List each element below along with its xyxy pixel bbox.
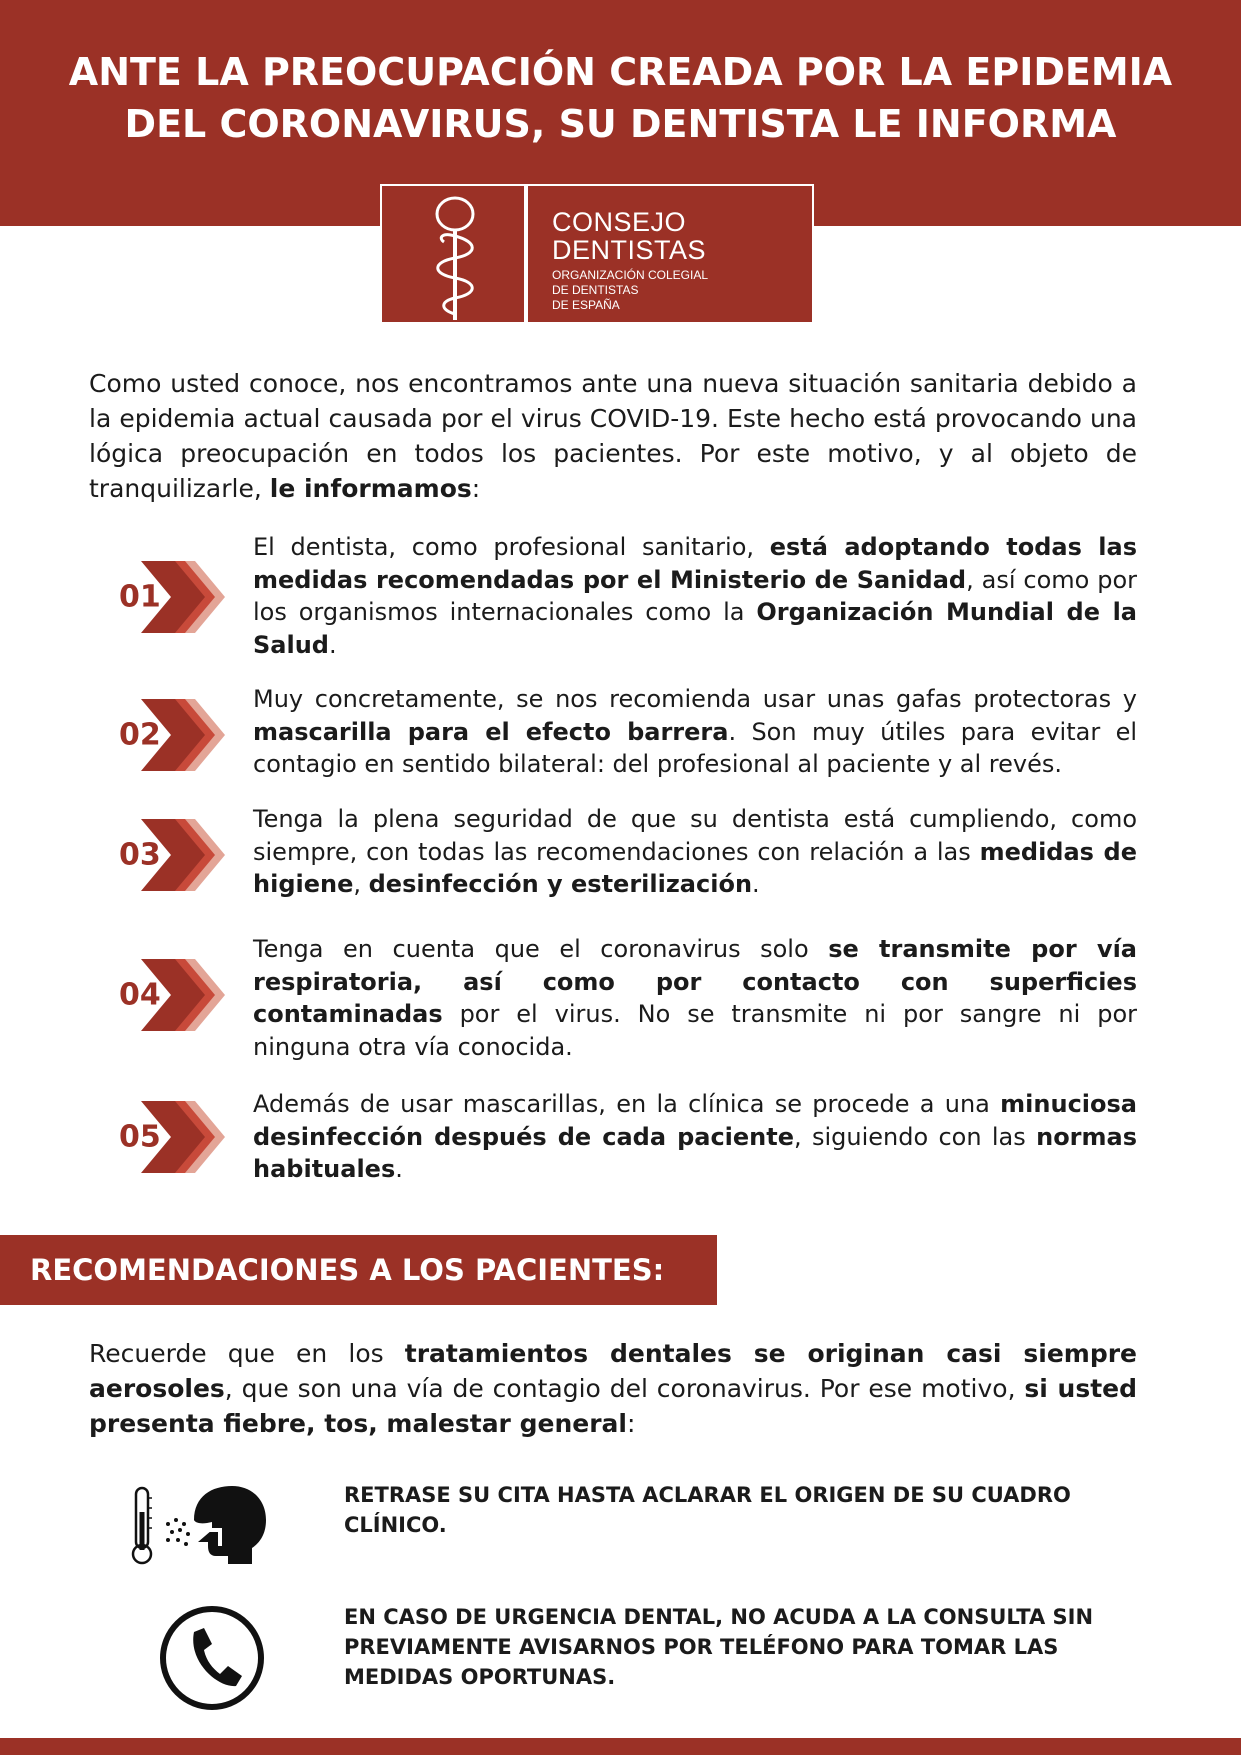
page-title-line2: DEL CORONAVIRUS, SU DENTISTA LE INFORMA (124, 102, 1117, 146)
thermometer-cough-icon (128, 1484, 268, 1566)
item-text-run: Tenga en cuenta que el coronavirus solo (253, 935, 829, 963)
item-text-run: , así como por los organismos internacionales como la (253, 565, 1137, 626)
item-text-bold: mascarilla para el efecto barrera (253, 717, 729, 746)
item-number: 05 (119, 1119, 161, 1155)
item-text-run: , (353, 870, 369, 898)
intro-end: : (471, 474, 481, 503)
item-marker (115, 817, 225, 893)
item-text-run: . (328, 630, 337, 659)
item-text-bold: normas habituales (253, 1122, 1138, 1183)
item-text (253, 1088, 1137, 1186)
item-text-bold: desinfección y esterilización (368, 870, 753, 898)
item-text-run: . (395, 1155, 403, 1183)
recommendations-intro-bold: tratamientos dentales se originan casi siempre aerosoles (89, 1339, 1137, 1403)
item-text-run: Además de usar mascarillas, en la clínica se procede a una (253, 1090, 1001, 1118)
footer-band (0, 1738, 1241, 1755)
logo-subtitle (552, 268, 708, 313)
item-text (253, 933, 1137, 1063)
item-text-run: Tenga la plena seguridad de que su dentista está cumpliendo, como siempre, con todas las recomendaciones con relación a las (253, 805, 1137, 866)
page-title (0, 46, 1241, 150)
logo-name-line2: DENTISTAS (552, 235, 707, 265)
intro-text: Como usted conoce, nos encontramos ante una nueva situación sanitaria debido a la epidemia actual causada por el virus COVID-19. Este hecho está provocando una lógica preocupación en todos los pacientes. Por este motivo, y al objeto de tranquilizarle, (89, 369, 1137, 503)
logo-sub-line2: DE DENTISTAS (552, 283, 639, 297)
logo-text (552, 208, 708, 313)
recommendations-intro-run: Recuerde que en los (89, 1339, 405, 1368)
logo-divider (524, 186, 528, 322)
item-text-bold: minuciosa desinfección después de cada paciente (253, 1090, 1137, 1151)
recommendations-intro-run: , que son una vía de contagio del coronavirus. Por ese motivo, (224, 1374, 1025, 1403)
item-marker (115, 957, 225, 1033)
item-number: 03 (119, 837, 161, 873)
item-text-run: El dentista, como profesional sanitario, (253, 533, 770, 561)
page-title-line1: ANTE LA PREOCUPACIÓN CREADA POR LA EPIDEMIA (68, 50, 1173, 94)
recommendations-intro-bold: si usted presenta fiebre, tos, malestar general (89, 1374, 1138, 1438)
delay-appointment-text: RETRASE SU CITA HASTA ACLARAR EL ORIGEN DE SU CUADRO CLÍNICO. (344, 1483, 1071, 1537)
item-text-run: Muy concretamente, se nos recomienda usar unas gafas protectoras y (253, 685, 1137, 713)
item-marker (115, 559, 225, 635)
logo-sub-line1: ORGANIZACIÓN COLEGIAL (552, 268, 709, 282)
item-number: 02 (119, 717, 161, 753)
item-text (253, 683, 1137, 781)
item-text-bold: Organización Mundial de la Salud (253, 598, 1137, 659)
recommendations-title: RECOMENDACIONES A LOS PACIENTES: (30, 1253, 665, 1287)
item-text-run: , siguiendo con las (794, 1122, 1037, 1151)
item-text-bold: medidas de higiene (253, 837, 1137, 898)
logo-sub-line3: DE ESPAÑA (552, 298, 620, 312)
item-number: 04 (119, 977, 161, 1013)
item-text (253, 803, 1137, 901)
item-marker (115, 1099, 225, 1175)
consejo-dentistas-logo (380, 184, 814, 324)
emergency-call-text: EN CASO DE URGENCIA DENTAL, NO ACUDA A LA CONSULTA SIN PREVIAMENTE AVISARNOS POR TELÉFONO PARA TOMAR LAS MEDIDAS OPORTUNAS. (344, 1605, 1094, 1689)
intro-paragraph (89, 366, 1137, 506)
recommendations-band (0, 1235, 717, 1305)
item-text-bold: está adoptando todas las medidas recomendadas por el Ministerio de Sanidad (253, 533, 1137, 594)
intro-bold: le informamos (269, 474, 472, 503)
recommendations-intro-run: : (626, 1409, 636, 1438)
item-text-bold: se transmite por vía respiratoria, así como por contacto con superficies contaminadas (253, 935, 1137, 1028)
rod-of-asclepius-icon (420, 192, 490, 322)
item-marker (115, 697, 225, 773)
item-text-run: . (752, 870, 760, 898)
item-text-run: por el virus. No se transmite ni por sangre ni por ninguna otra vía conocida. (253, 1000, 1137, 1061)
telephone-icon (158, 1604, 266, 1712)
recommendations-intro (89, 1336, 1137, 1441)
item-number: 01 (119, 579, 161, 615)
item-text-run: . Son muy útiles para evitar el contagio en sentido bilateral: del profesional al paciente y al revés. (253, 717, 1137, 778)
item-text (253, 531, 1137, 661)
logo-name-line1: CONSEJO (552, 207, 687, 237)
